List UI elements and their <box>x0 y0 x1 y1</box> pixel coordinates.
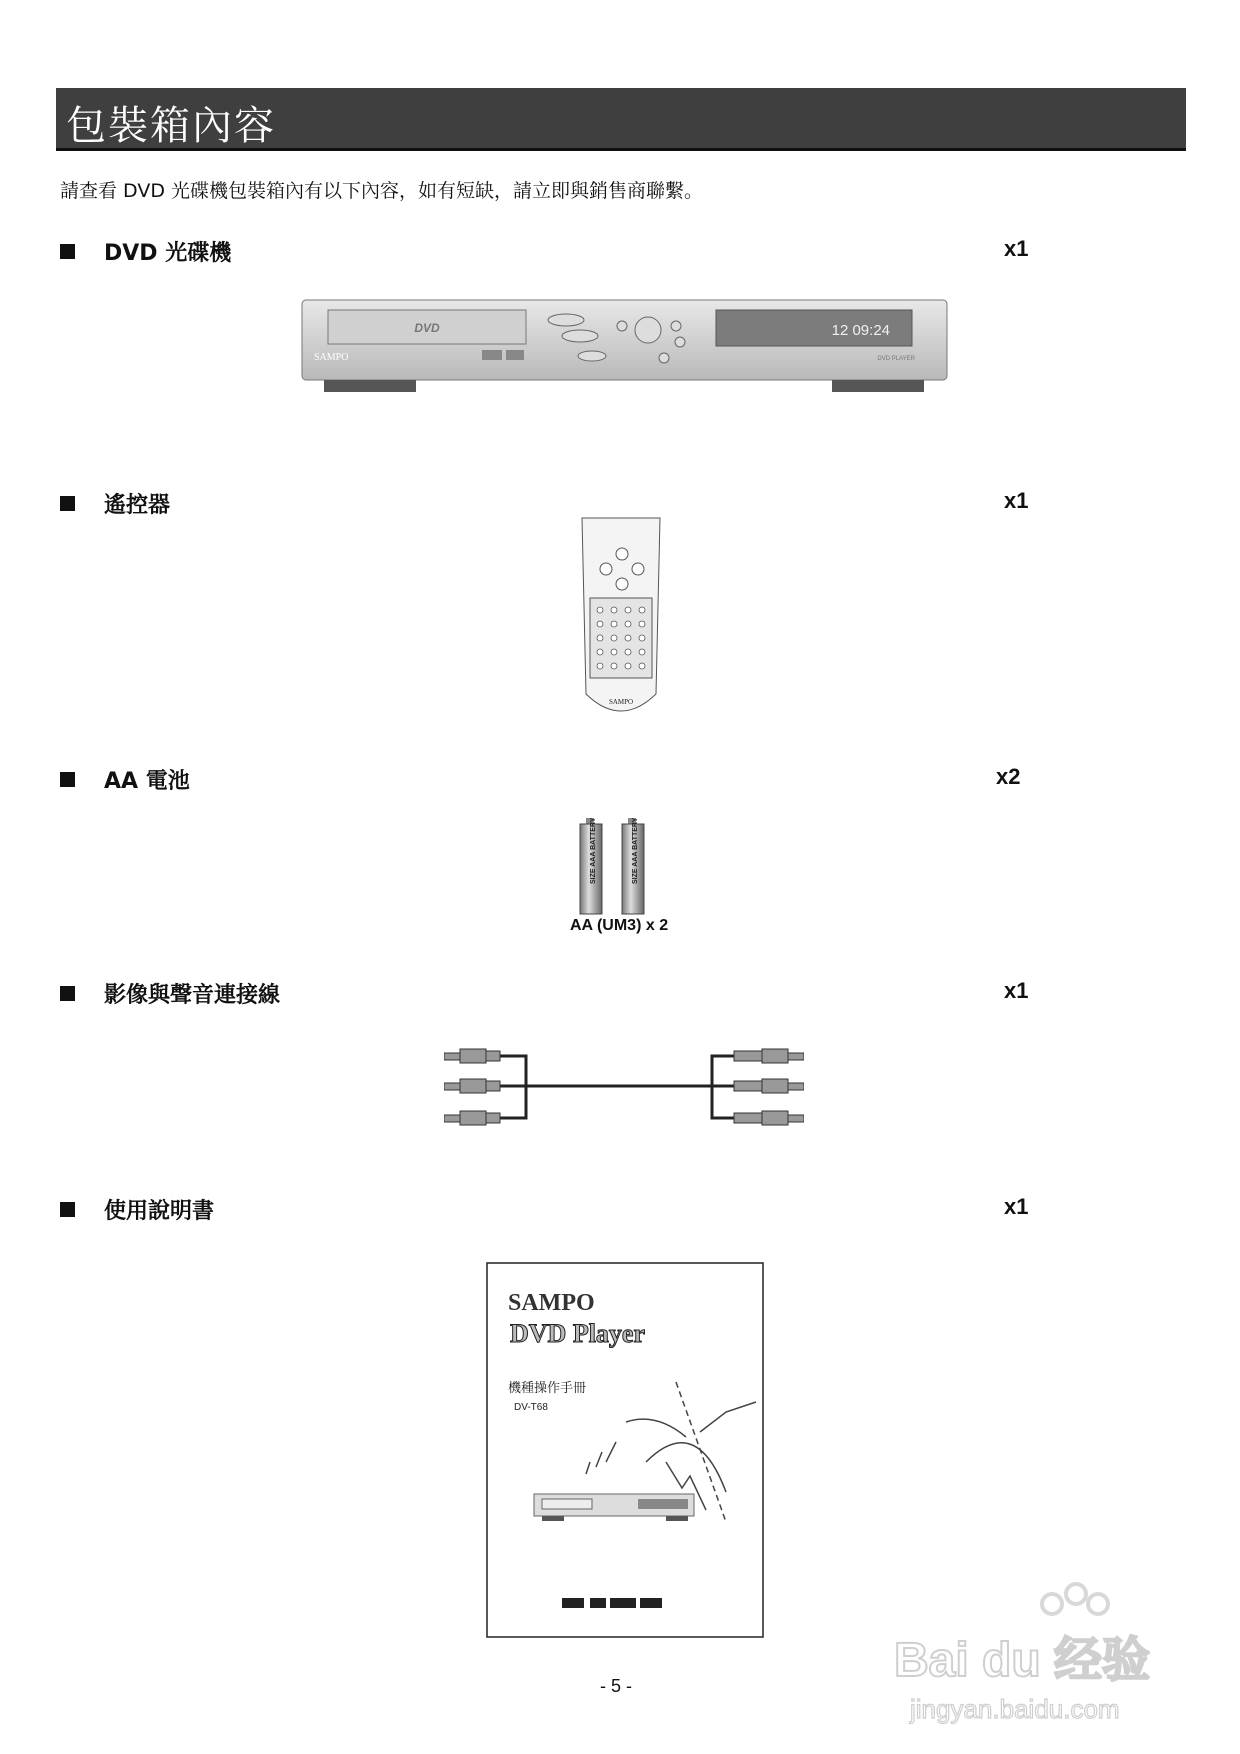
intro-text: 請查看 DVD 光碟機包裝箱內有以下內容，如有短缺，請立即與銷售商聯繫。 <box>60 180 704 202</box>
bullet-icon <box>60 496 75 511</box>
battery-caption: AA (UM3) x 2 <box>570 917 669 934</box>
item-row-batteries <box>60 764 1040 798</box>
item-name: 使用說明書 <box>104 1199 215 1224</box>
remote-control-illustration <box>576 514 666 730</box>
remote-brand: SAMPO <box>608 698 634 706</box>
dvd-logo: DVD <box>414 321 440 335</box>
item-name: 影像與聲音連接線 <box>104 983 281 1008</box>
time-display: 12 09:24 <box>831 322 890 339</box>
item-name: 遙控器 <box>104 493 171 518</box>
item-qty: x1 <box>1004 488 1029 513</box>
bullet-icon <box>60 1202 75 1217</box>
watermark-url: jingyan.baidu.com <box>910 1694 1120 1724</box>
battery-label: SIZE AAA BATTERY <box>590 818 597 884</box>
manual-model: DV-T68 <box>514 1402 548 1413</box>
page-number: - 5 - <box>600 1676 633 1696</box>
bullet-icon <box>60 772 75 787</box>
item-name: DVD 光碟機 <box>104 241 232 266</box>
item-row-av-cable <box>60 978 1040 1012</box>
item-qty: x1 <box>1004 978 1029 1003</box>
item-qty: x2 <box>996 764 1021 789</box>
item-qty: x1 <box>1004 236 1029 261</box>
item-row-remote <box>60 488 1040 522</box>
bullet-icon <box>60 244 75 259</box>
model-label: DVD PLAYER <box>877 356 915 362</box>
watermark-brand: Bai du 经验 <box>894 1634 1151 1687</box>
item-row-dvd-player <box>60 236 1040 270</box>
manual-subtitle: 機種操作手冊 <box>508 1381 587 1396</box>
item-row-manual <box>60 1194 1040 1228</box>
page-title: 包裝箱內容 <box>66 103 276 149</box>
header-bar <box>56 88 1186 151</box>
bullet-icon <box>60 986 75 1001</box>
battery-label: SIZE AAA BATTERY <box>632 818 639 884</box>
item-qty: x1 <box>1004 1194 1029 1219</box>
batteries-illustration <box>576 818 656 916</box>
dvd-player-illustration <box>300 298 950 394</box>
av-cable-illustration <box>444 1048 804 1128</box>
manual-title: DVD Player <box>510 1319 646 1348</box>
item-name: AA 電池 <box>104 769 190 794</box>
user-manual-illustration <box>486 1262 764 1638</box>
brand-logo: SAMPO <box>314 352 349 363</box>
baidu-watermark <box>880 1578 1200 1728</box>
manual-brand: SAMPO <box>508 1290 595 1316</box>
